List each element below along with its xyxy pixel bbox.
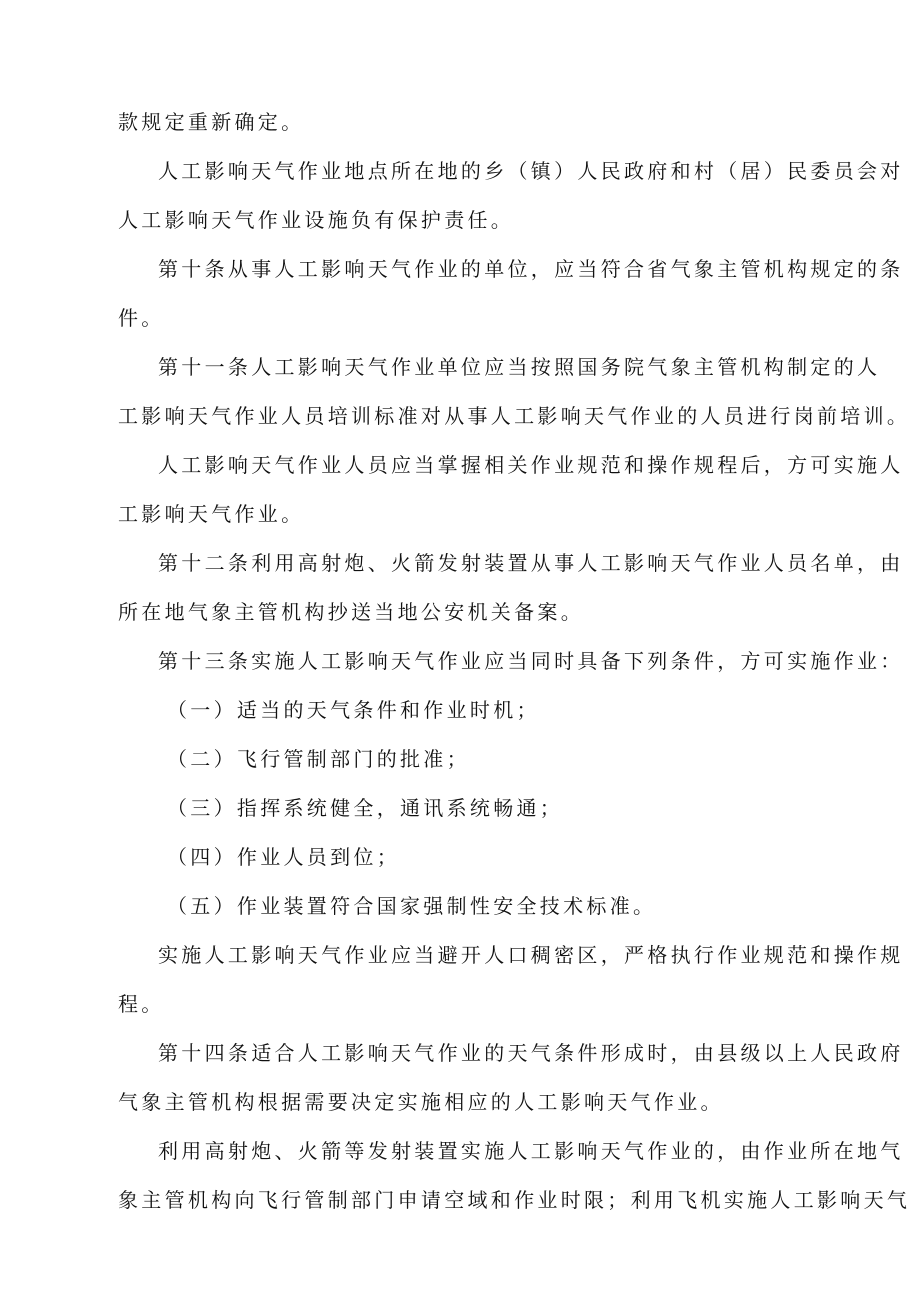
article-10-first-line: 第十条从事人工影响天气作业的单位，应当符合省气象主管机构规定的条 [158, 257, 904, 281]
list-item: （三）指挥系统健全，通讯系统畅通； [167, 796, 564, 820]
article-14-first-line: 第十四条适合人工影响天气作业的天气条件形成时，由县级以上人民政府 [158, 1041, 904, 1065]
text-line-continuation: 件。 [118, 306, 165, 330]
text-line-continuation: 象主管机构向飞行管制部门申请空域和作业时限；利用飞机实施人工影响天气 [118, 1188, 911, 1212]
text-line-continuation: 工影响天气作业。 [118, 502, 305, 526]
text-line-continuation: 款规定重新确定。 [118, 110, 305, 134]
text-line-continuation: 所在地气象主管机构抄送当地公安机关备案。 [118, 600, 584, 624]
list-item: （二）飞行管制部门的批准； [167, 747, 470, 771]
paragraph-first-line: 人工影响天气作业人员应当掌握相关作业规范和操作规程后，方可实施人 [158, 453, 904, 477]
article-11-first-line: 第十一条人工影响天气作业单位应当按照国务院气象主管机构制定的人 [158, 355, 881, 379]
list-item: （四）作业人员到位； [167, 845, 400, 869]
list-item: （五）作业装置符合国家强制性安全技术标准。 [167, 894, 657, 918]
text-line-continuation: 程。 [118, 992, 165, 1016]
article-13-first-line: 第十三条实施人工影响天气作业应当同时具备下列条件，方可实施作业： [158, 649, 904, 673]
text-line-continuation: 工影响天气作业人员培训标准对从事人工影响天气作业的人员进行岗前培训。 [118, 404, 911, 428]
paragraph-first-line: 利用高射炮、火箭等发射装置实施人工影响天气作业的，由作业所在地气 [158, 1139, 904, 1163]
article-12-first-line: 第十二条利用高射炮、火箭发射装置从事人工影响天气作业人员名单，由 [158, 551, 904, 575]
paragraph-first-line: 实施人工影响天气作业应当避开人口稠密区，严格执行作业规范和操作规 [158, 943, 904, 967]
text-line-continuation: 人工影响天气作业设施负有保护责任。 [118, 208, 515, 232]
list-item: （一）适当的天气条件和作业时机； [167, 698, 540, 722]
text-line-continuation: 气象主管机构根据需要决定实施相应的人工影响天气作业。 [118, 1090, 724, 1114]
paragraph-first-line: 人工影响天气作业地点所在地的乡（镇）人民政府和村（居）民委员会对 [158, 159, 904, 183]
